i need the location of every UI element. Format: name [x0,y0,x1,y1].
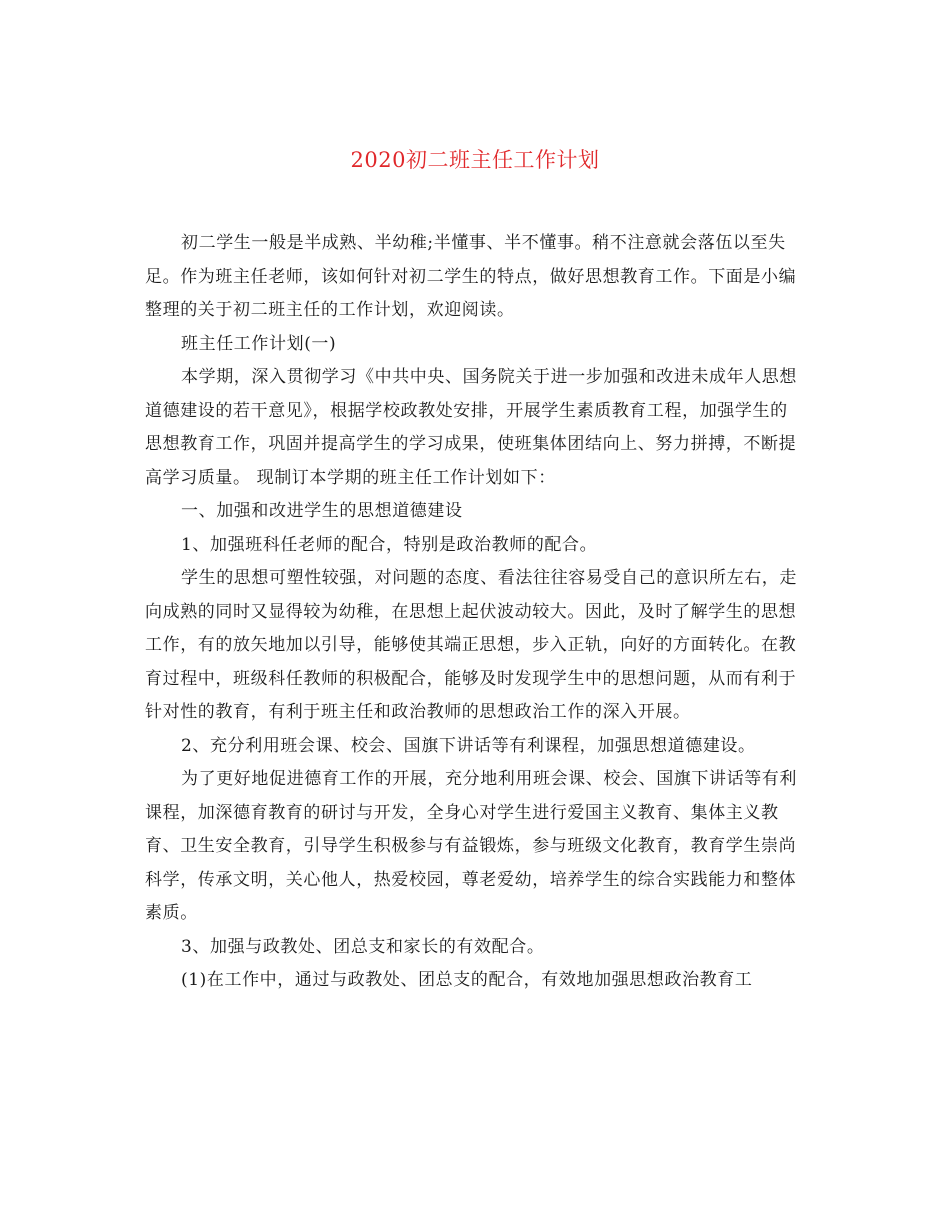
paragraph-intro: 初二学生一般是半成熟、半幼稚;半懂事、半不懂事。稍不注意就会落伍以至失足。作为班主任老师，该如何针对初二学生的特点，做好思想教育工作。下面是小编整理的关于初二班主任的工作计划，欢迎阅读。 [145,233,797,320]
subheading-teacher-cooperation: 1、加强班科任老师的配合，特别是政治教师的配合。 [181,534,598,555]
document-title: 2020初二班主任工作计划 [350,148,600,172]
paragraph-political-education: (1)在工作中，通过与政教处、团总支的配合，有效地加强思想政治教育工 [181,970,753,990]
section-heading-moral-construction: 一、加强和改进学生的思想道德建设 [181,501,463,521]
subheading-parent-cooperation: 3、加强与政教处、团总支和家长的有效配合。 [181,936,545,957]
document-body [145,227,805,998]
section-heading-plan-one: 班主任工作计划(一) [181,333,337,354]
paragraph-teacher-cooperation: 学生的思想可塑性较强，对问题的态度、看法往往容易受自己的意识所左右，走向成熟的同时又显得较为幼稚，在思想上起伏波动较大。因此，及时了解学生的思想工作，有的放矢地加以引导，能够使其端正思想，步入正轨，向好的方面转化。在教育过程中，班级科任教师的积极配合，能够及时发现学生中的思想问题，从而有利于针对性的教育，有利于班主任和政治教师的思想政治工作的深入开展。 [145,568,797,722]
paragraph-class-meetings: 为了更好地促进德育工作的开展，充分地利用班会课、校会、国旗下讲话等有利课程，加深德育教育的研讨与开发，全身心对学生进行爱国主义教育、集体主义教育、卫生安全教育，引导学生积极参与有益锻炼，参与班级文化教育，教育学生崇尚科学，传承文明，关心他人，热爱校园，尊老爱幼，培养学生的综合实践能力和整体素质。 [145,769,797,923]
paragraph-semester-overview: 本学期，深入贯彻学习《中共中央、国务院关于进一步加强和改进未成年人思想道德建设的若干意见》，根据学校政教处安排，开展学生素质教育工程，加强学生的思想教育工作，巩固并提高学生的学习成果，使班集体团结向上、努力拼搏，不断提高学习质量。 现制订本学期的班主任工作计划如下： [145,367,797,488]
subheading-class-meetings: 2、充分利用班会课、校会、国旗下讲话等有利课程，加强思想道德建设。 [181,735,756,756]
